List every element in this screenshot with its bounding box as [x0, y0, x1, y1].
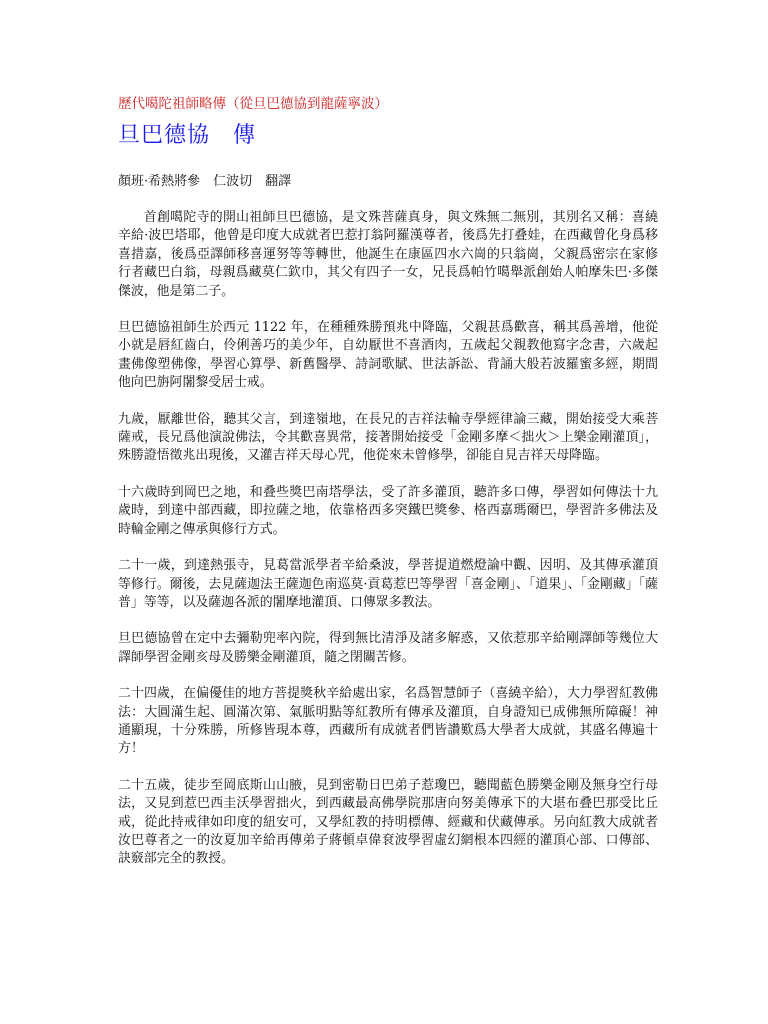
paragraph-6: 旦巴德協曾在定中去彌勒兜率內院，得到無比清淨及諸多解惑，又依惹那辛給剛譯師等幾位大譯師學習金剛亥母及勝樂金剛灌頂，隨之閉關苦修。 — [118, 631, 658, 665]
document-title: 旦巴德協 傳 — [118, 123, 257, 148]
paragraph-4: 十六歲時到岡巴之地，和叠些獎巴南塔學法，受了許多灌頂，聽許多口傳，學習如何傳法十九歲時，到達中部西藏，即拉薩之地，依靠格西多突鐵巴獎參、格西嘉瑪爾巴，學習許多佛法及時輪金剛之傳承與修行方式。 — [118, 484, 658, 537]
paragraph-7: 二十四歲，在偏優佳的地方菩提獎秋辛給處出家，名爲智慧師子（喜繞辛給），大力學習紅教佛法：大圓滿生起、圓滿次第、氣脈明點等紅教所有傳承及灌頂，自身證知已成佛無所障礙！神通顯現，十分殊勝，所修皆現本尊，西藏所有成就者們皆讚歎爲大學者大成就，其盛名傳遍十方！ — [118, 686, 658, 757]
paragraph-2: 旦巴德協祖師生於西元 1122 年，在種種殊勝預兆中降臨，父親甚爲歡喜，稱其爲善增，他從小就是唇紅齒白，伶俐善巧的美少年，自幼厭世不喜酒肉，五歲起父親教他寫字念書，六歲起畫佛像塑佛像，學習心算學、新舊醫學、詩詞歌賦、世法訴訟、背誦大般若波羅蜜多經，期間他向巴旃阿闍黎受居士戒。 — [118, 320, 658, 391]
paragraph-3: 九歲，厭離世俗，聽其父言，到達嶺地，在長兄的吉祥法輪寺學經律論三藏，開始接受大乘菩薩戒，長兄爲他演說佛法，令其歡喜異常，接著開始接受「金剛多摩＜拙火＞上樂金剛灌頂」，殊勝證悟徵兆出現後，又灌吉祥天母心咒，他從來未曾修學，卻能自見吉祥天母降臨。 — [118, 411, 658, 464]
paragraph-5: 二十一歲，到達熱張寺，見葛當派學者辛給桑波，學菩提道燃燈論中觀、因明、及其傳承灌頂等修行。爾後，去見薩迦法王薩迦色南巡莫·貢葛惹巴等學習「喜金剛」、「道果」、「金剛藏」「薩普」等等，以及薩迦各派的闍摩地灌頂、口傳眾多教法。 — [118, 558, 658, 610]
paragraph-1: 首創噶陀寺的開山祖師旦巴德協，是文殊菩薩真身，與文殊無二無別，其別名又稱：喜繞辛給·波巴塔耶，他曾是印度大成就者巴惹打翁阿羅漢尊者，後爲先打叠娃，在西藏曾化身爲移喜措嘉，後爲亞譯師移喜運努等等轉世，他誕生在康區四水六崗的只翁崗，父親爲密宗在家修行者藏巴白翁，母親爲藏莫仁欽巾，其父有四子一女，兄長爲帕竹噶舉派創始人帕摩朱巴·多傑傑波，他是第二子。 — [118, 210, 658, 299]
document-subtitle: 歷代噶陀祖師略傳（從旦巴德協到龍薩寧波） — [118, 96, 388, 112]
paragraph-8: 二十五歲，徒步至岡底斯山山腋，見到密勒日巴弟子惹瓊巴，聽聞藍色勝樂金剛及無身空行母法，又見到惹巴西圭沃學習拙火，到西藏最高佛學院那唐向努美傳承下的大堪布叠巴那受比丘戒，從此持戒律如印度的紐安可，又學紅教的持明標傳、經藏和伏藏傳承。另向紅教大成就者汝巴尊者之一的汝夏加辛給再傳弟子蔣頓卓偉袞波學習虛幻網根本四經的灌頂心部、口傳部、訣竅部完全的教授。 — [118, 777, 658, 867]
translator-credit: 顏班·希熱將參 仁波切 翻譯 — [118, 174, 292, 189]
